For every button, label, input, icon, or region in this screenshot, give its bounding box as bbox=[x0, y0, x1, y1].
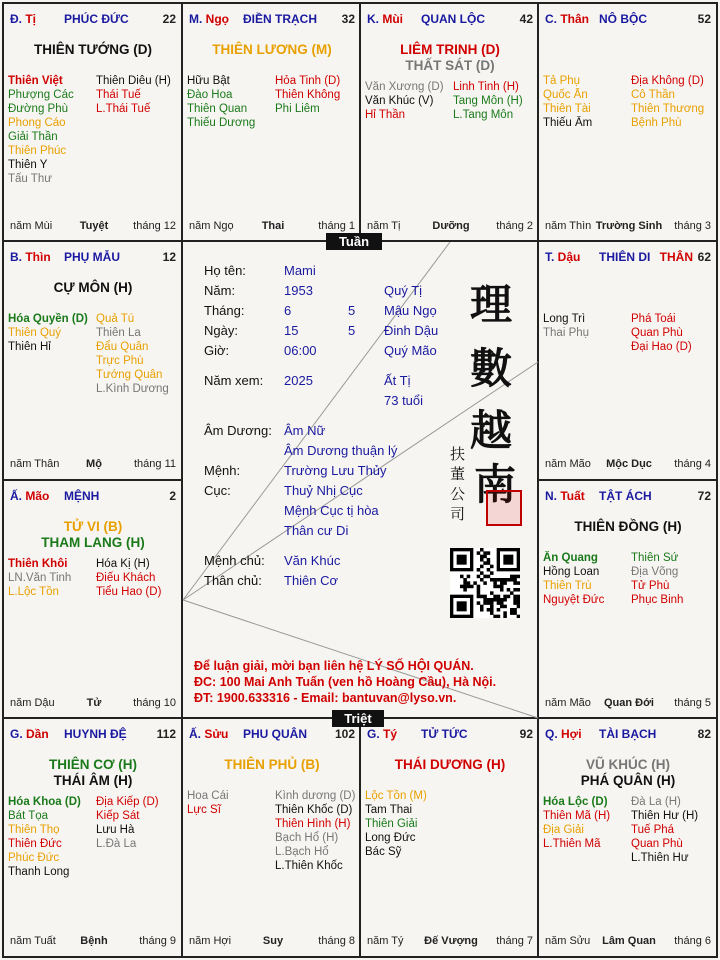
minor-star: Thiên Hỉ bbox=[8, 341, 51, 353]
star-column-left bbox=[543, 551, 629, 607]
minor-star: Thai Phụ bbox=[543, 327, 590, 339]
value-day: 15 bbox=[284, 323, 299, 338]
minor-star: L.Kình Dương bbox=[96, 383, 169, 395]
palace-branch: G. Dần bbox=[10, 727, 49, 741]
palace-name: PHÚC ĐỨC bbox=[64, 12, 129, 26]
main-star: PHÁ QUÂN (H) bbox=[580, 773, 676, 788]
minor-star: Hóa Lộc (D) bbox=[543, 796, 608, 808]
minor-star: L.Thái Tuế bbox=[96, 103, 151, 115]
star-column-left bbox=[187, 789, 273, 817]
palace-stage: Tử bbox=[86, 697, 102, 709]
minor-star: Thiên Mã (H) bbox=[543, 810, 611, 822]
contact-line-1: Để luận giải, mời bạn liên hệ LÝ SỐ HỘI QUÁN. bbox=[194, 659, 474, 673]
minor-star: Hóa Khoa (D) bbox=[8, 796, 81, 808]
minor-star: Thiên Phúc bbox=[8, 145, 67, 157]
label-month: Tháng: bbox=[204, 303, 245, 318]
star-column-right bbox=[631, 795, 717, 865]
palace-branch: N. Tuất bbox=[545, 489, 585, 503]
palace-month: tháng 2 bbox=[496, 220, 533, 232]
palace-header bbox=[545, 250, 713, 266]
minor-star: Thiên Quý bbox=[8, 327, 62, 339]
palace-year: năm Dậu bbox=[10, 697, 55, 709]
palace-name: PHU QUÂN bbox=[243, 727, 308, 741]
label-menh: Mệnh: bbox=[204, 463, 241, 478]
palace-dau[interactable] bbox=[539, 242, 717, 478]
contact-line-2: ĐC: 100 Mai Anh Tuấn (ven hồ Hoàng Cầu), Hà Nội. bbox=[194, 675, 497, 689]
minor-star: Địa Không (D) bbox=[631, 75, 704, 87]
minor-star: Đại Hao (D) bbox=[631, 341, 692, 353]
minor-star: Thiên Tài bbox=[543, 103, 591, 115]
label-name: Họ tên: bbox=[204, 263, 246, 278]
minor-star: Lưu Hà bbox=[96, 824, 135, 836]
palace-mao[interactable] bbox=[4, 481, 182, 717]
minor-star: Nguyệt Đức bbox=[543, 594, 605, 606]
minor-star: L.Đà La bbox=[96, 838, 137, 850]
star-column-left bbox=[8, 795, 94, 879]
palace-month: tháng 12 bbox=[133, 220, 176, 232]
palace-header bbox=[545, 12, 713, 28]
seal-stamp bbox=[486, 490, 522, 526]
palace-than[interactable] bbox=[539, 4, 717, 240]
label-view-year: Năm xem: bbox=[204, 373, 264, 388]
minor-star: Long Trì bbox=[543, 313, 586, 325]
minor-star: Thiên Khôi bbox=[8, 558, 68, 570]
palace-month: tháng 6 bbox=[674, 935, 711, 947]
palace-footer bbox=[10, 456, 178, 470]
minor-star: Thiên Thương bbox=[631, 103, 705, 115]
palace-stage: Mộc Dục bbox=[606, 458, 652, 470]
palace-number: 62 bbox=[697, 250, 711, 264]
palace-name: PHỤ MẪU bbox=[64, 250, 120, 264]
value-menh: Trường Lưu Thủy bbox=[284, 463, 387, 478]
main-star: THẤT SÁT (D) bbox=[405, 58, 495, 73]
minor-star: Lực Sĩ bbox=[187, 804, 221, 816]
palace-number: 32 bbox=[341, 12, 355, 26]
than-marker: THÂN bbox=[659, 250, 693, 264]
value-month-cc: Mậu Ngọ bbox=[384, 303, 437, 318]
palace-hoi[interactable] bbox=[539, 719, 717, 955]
minor-star: Thiên Diêu (H) bbox=[96, 75, 171, 87]
palace-header bbox=[189, 727, 357, 743]
minor-star: Hồng Loan bbox=[543, 566, 600, 578]
value-day-lunar: 5 bbox=[348, 323, 356, 338]
minor-star: Bác Sỹ bbox=[365, 846, 402, 858]
palace-branch: Ấ. Sửu bbox=[189, 727, 229, 741]
minor-star: Phi Liêm bbox=[275, 103, 320, 115]
star-column-left bbox=[543, 312, 629, 340]
calligraphy-small-1: 扶 bbox=[450, 445, 466, 463]
minor-star: Thiên Quan bbox=[187, 103, 248, 115]
value-am-duong-2: Âm Dương thuận lý bbox=[284, 443, 398, 458]
palace-number: 42 bbox=[519, 12, 533, 26]
palace-tuat[interactable] bbox=[539, 481, 717, 717]
palace-branch: G. Tý bbox=[367, 727, 398, 741]
minor-star: Thiên Hình (H) bbox=[275, 818, 351, 830]
minor-star: Hỏa Tinh (D) bbox=[275, 75, 341, 87]
label-day: Ngày: bbox=[204, 323, 238, 338]
palace-number: 22 bbox=[162, 12, 176, 26]
palace-name: NÔ BỘC bbox=[599, 12, 647, 26]
palace-stage: Bệnh bbox=[80, 935, 108, 947]
value-hour-cc: Quý Mão bbox=[384, 343, 437, 358]
palace-number: 112 bbox=[156, 727, 176, 741]
palace-footer bbox=[545, 456, 713, 470]
palace-stage: Suy bbox=[262, 935, 284, 947]
minor-star: Thiên Khốc (D) bbox=[275, 804, 353, 816]
minor-star: Phúc Đức bbox=[8, 852, 60, 864]
value-month-lunar: 5 bbox=[348, 303, 356, 318]
star-column-right bbox=[96, 795, 182, 851]
minor-star: Thiên Hư (H) bbox=[631, 810, 699, 822]
main-star: THIÊN ĐỒNG (H) bbox=[574, 519, 682, 534]
label-than-chu: Thân chủ: bbox=[204, 573, 262, 588]
contact-line-3: ĐT: 1900.633316 - Email: bantuvan@lyso.vn. bbox=[194, 691, 457, 705]
palace-month: tháng 8 bbox=[318, 935, 355, 947]
palace-month: tháng 4 bbox=[674, 458, 711, 470]
palace-year: năm Mão bbox=[545, 697, 591, 709]
value-age: 73 tuổi bbox=[384, 393, 424, 408]
palace-stage: Thai bbox=[261, 220, 285, 232]
minor-star: Thái Tuế bbox=[96, 89, 141, 101]
palace-footer bbox=[10, 695, 178, 709]
palace-name: HUYNH ĐỆ bbox=[64, 727, 127, 741]
minor-star: Tam Thai bbox=[365, 804, 413, 816]
minor-star: Thiên Trù bbox=[543, 580, 592, 592]
minor-star: Kình dương (D) bbox=[275, 790, 356, 802]
palace-branch: Đ. Tị bbox=[10, 12, 37, 26]
value-cuc-2: Mệnh Cục tị hòa bbox=[284, 503, 379, 518]
calligraphy-small-4: 司 bbox=[450, 505, 466, 523]
minor-star: Thiên Sứ bbox=[631, 552, 679, 564]
palace-footer bbox=[367, 933, 535, 947]
main-star: THIÊN CƠ (H) bbox=[48, 757, 137, 772]
palace-name: ĐIỀN TRẠCH bbox=[243, 12, 317, 26]
palace-header bbox=[367, 12, 535, 28]
palace-branch: T. Dậu bbox=[545, 250, 581, 264]
label-cuc: Cục: bbox=[204, 483, 231, 498]
palace-name: QUAN LỘC bbox=[421, 12, 485, 26]
palace-mui[interactable] bbox=[361, 4, 539, 240]
palace-stage: Tuyệt bbox=[79, 220, 109, 232]
minor-star: Thanh Long bbox=[8, 866, 70, 878]
minor-star: L.Thiên Mã bbox=[543, 838, 601, 850]
minor-star: Thiên Giải bbox=[365, 818, 418, 830]
minor-star: Quan Phù bbox=[631, 838, 683, 850]
main-star: THIÊN PHỦ (B) bbox=[224, 757, 320, 772]
star-column-right bbox=[453, 80, 539, 122]
main-star: VŨ KHÚC (H) bbox=[586, 757, 670, 772]
minor-star: Kiếp Sát bbox=[96, 810, 140, 822]
palace-number: 102 bbox=[334, 727, 355, 741]
palace-header bbox=[10, 727, 178, 743]
main-star: THÁI DƯƠNG (H) bbox=[394, 757, 506, 772]
minor-star: Địa Kiếp (D) bbox=[96, 796, 159, 808]
palace-name: THIÊN DI bbox=[599, 250, 651, 264]
star-column-left bbox=[543, 795, 629, 851]
calligraphy-small-3: 公 bbox=[450, 485, 466, 503]
minor-star: Bạch Hổ (H) bbox=[275, 832, 339, 844]
palace-header bbox=[10, 250, 178, 266]
palace-year: năm Thìn bbox=[545, 220, 592, 232]
palace-header bbox=[10, 489, 178, 505]
palace-ngo[interactable] bbox=[183, 4, 361, 240]
star-column-right bbox=[96, 74, 182, 116]
palace-name: TẬT ÁCH bbox=[599, 489, 652, 503]
value-cuc-3: Thân cư Di bbox=[284, 523, 349, 538]
palace-footer bbox=[367, 218, 535, 232]
minor-star: Long Đức bbox=[365, 832, 416, 844]
minor-star: Tuế Phá bbox=[631, 824, 675, 836]
minor-star: Quan Phù bbox=[631, 327, 683, 339]
tuan-tag: Tuần bbox=[326, 233, 382, 250]
main-star: TỬ VI (B) bbox=[63, 519, 123, 534]
value-view-year: 2025 bbox=[284, 373, 313, 388]
value-than-chu: Thiên Cơ bbox=[284, 573, 339, 588]
minor-star: Hữu Bật bbox=[187, 75, 230, 87]
minor-star: Điếu Khách bbox=[96, 572, 156, 584]
palace-year: năm Ngọ bbox=[189, 220, 234, 232]
star-column-left bbox=[543, 74, 629, 130]
minor-star: Đào Hoa bbox=[187, 89, 233, 101]
minor-star: Địa Võng bbox=[631, 566, 679, 578]
palace-number: 2 bbox=[169, 489, 176, 503]
minor-star: Tử Phù bbox=[631, 580, 670, 592]
palace-header bbox=[10, 12, 178, 28]
palace-stage: Trường Sinh bbox=[595, 220, 663, 232]
calligraphy-small-2: 董 bbox=[450, 465, 466, 483]
palace-stage: Quan Đới bbox=[604, 697, 654, 709]
palace-thin[interactable] bbox=[4, 242, 182, 478]
calligraphy-char-2: 數 bbox=[470, 344, 513, 393]
palace-dan[interactable] bbox=[4, 719, 182, 955]
minor-star: Hóa Kị (H) bbox=[96, 558, 150, 570]
palace-name: TỬ TỨC bbox=[421, 727, 468, 741]
star-column-left bbox=[8, 312, 94, 354]
value-day-cc: Đinh Dậu bbox=[384, 323, 439, 338]
minor-star: Hỉ Thần bbox=[365, 109, 406, 121]
star-column-right bbox=[631, 74, 717, 130]
minor-star: L.Tang Môn bbox=[453, 109, 514, 121]
palace-footer bbox=[189, 933, 357, 947]
label-menh-chu: Mệnh chủ: bbox=[204, 553, 265, 568]
palace-year: năm Tý bbox=[367, 935, 404, 947]
minor-star: Tang Môn (H) bbox=[453, 95, 523, 107]
palace-branch: Q. Hợi bbox=[545, 727, 582, 741]
minor-star: Hóa Quyền (D) bbox=[8, 313, 88, 325]
palace-footer bbox=[545, 933, 713, 947]
palace-number: 82 bbox=[697, 727, 711, 741]
minor-star: Thiên La bbox=[96, 327, 141, 339]
palace-stage: Đế Vượng bbox=[424, 935, 478, 947]
palace-stage: Lâm Quan bbox=[602, 935, 656, 947]
value-name: Mami bbox=[284, 263, 316, 278]
qr-code[interactable] bbox=[450, 548, 520, 618]
minor-star: Cô Thần bbox=[631, 89, 675, 101]
main-star: THAM LANG (H) bbox=[41, 535, 145, 550]
calligraphy-char-4: 南 bbox=[474, 460, 517, 509]
star-column-right bbox=[275, 74, 361, 116]
palace-header bbox=[367, 727, 535, 743]
palace-number: 72 bbox=[697, 489, 711, 503]
palace-year: năm Tị bbox=[367, 220, 401, 232]
star-column-left bbox=[187, 74, 273, 130]
value-cuc: Thuỷ Nhị Cục bbox=[284, 483, 363, 498]
palace-year: năm Thân bbox=[10, 458, 60, 470]
star-column-right bbox=[275, 789, 361, 873]
minor-star: Bát Tọa bbox=[8, 810, 49, 822]
minor-star: LN.Văn Tinh bbox=[8, 572, 72, 584]
minor-star: Thiếu Âm bbox=[543, 117, 593, 129]
palace-suu[interactable] bbox=[183, 719, 361, 955]
palace-footer bbox=[545, 695, 713, 709]
minor-star: Thiên Y bbox=[8, 159, 48, 171]
palace-year: năm Tuất bbox=[10, 935, 56, 947]
palace-ty[interactable] bbox=[361, 719, 539, 955]
triet-tag: Triệt bbox=[332, 710, 384, 727]
minor-star: Quả Tú bbox=[96, 313, 135, 325]
palace-year: năm Hợi bbox=[189, 935, 232, 947]
label-hour: Giờ: bbox=[204, 343, 230, 358]
minor-star: Lộc Tồn (M) bbox=[365, 790, 427, 802]
palace-footer bbox=[545, 218, 713, 232]
minor-star: L.Bạch Hổ bbox=[275, 846, 329, 858]
minor-star: Linh Tinh (H) bbox=[453, 81, 519, 93]
palace-number: 92 bbox=[519, 727, 533, 741]
minor-star: Trực Phù bbox=[96, 355, 144, 367]
star-column-right bbox=[631, 312, 717, 354]
palace-year: năm Sửu bbox=[545, 935, 591, 947]
minor-star: Thiên Việt bbox=[8, 75, 63, 87]
minor-star: Văn Khúc (V) bbox=[365, 95, 434, 107]
main-star: LIÊM TRINH (D) bbox=[400, 42, 500, 57]
value-hour: 06:00 bbox=[284, 343, 317, 358]
palace-footer bbox=[10, 933, 178, 947]
palace-stage: Mộ bbox=[86, 458, 102, 470]
palace-footer bbox=[10, 218, 178, 232]
palace-month: tháng 5 bbox=[674, 697, 711, 709]
label-am-duong: Âm Dương: bbox=[204, 423, 272, 438]
main-star: THIÊN LƯƠNG (M) bbox=[212, 42, 332, 57]
palace-branch: K. Mùi bbox=[367, 12, 404, 26]
palace-header bbox=[545, 489, 713, 505]
palace-footer bbox=[189, 218, 357, 232]
palace-month: tháng 11 bbox=[133, 458, 176, 470]
minor-star: Địa Giải bbox=[543, 824, 584, 836]
minor-star: L.Thiên Hư bbox=[631, 852, 689, 864]
palace-branch: C. Thân bbox=[545, 12, 590, 26]
minor-star: Phong Cáo bbox=[8, 117, 66, 129]
palace-branch: B. Thìn bbox=[10, 250, 51, 264]
minor-star: Phá Toái bbox=[631, 313, 676, 325]
value-year-cc: Quý Tị bbox=[384, 283, 423, 298]
star-column-left bbox=[365, 80, 451, 122]
minor-star: Tấu Thư bbox=[8, 173, 52, 185]
palace-header bbox=[545, 727, 713, 743]
star-column-right bbox=[631, 551, 717, 607]
palace-branch: M. Ngọ bbox=[189, 12, 229, 26]
star-column-right bbox=[96, 312, 182, 396]
palace-month: tháng 9 bbox=[139, 935, 176, 947]
value-am-duong: Âm Nữ bbox=[284, 423, 326, 438]
palace-ti[interactable] bbox=[4, 4, 182, 240]
calligraphy-char-3: 越 bbox=[470, 406, 513, 455]
minor-star: Tả Phụ bbox=[543, 75, 581, 87]
star-column-left bbox=[8, 74, 94, 186]
palace-header bbox=[189, 12, 357, 28]
minor-star: Hoa Cái bbox=[187, 790, 229, 802]
palace-year: năm Mão bbox=[545, 458, 591, 470]
palace-name: MỆNH bbox=[64, 489, 100, 503]
minor-star: Giải Thần bbox=[8, 131, 58, 143]
palace-month: tháng 3 bbox=[674, 220, 711, 232]
palace-name: TÀI BẠCH bbox=[599, 727, 657, 741]
main-star: THIÊN TƯỚNG (D) bbox=[34, 42, 152, 57]
minor-star: Thiên Đức bbox=[8, 838, 62, 850]
value-menh-chu: Văn Khúc bbox=[284, 553, 341, 568]
main-star: CỰ MÔN (H) bbox=[53, 280, 133, 295]
minor-star: Thiên Thọ bbox=[8, 824, 60, 836]
palace-stage: Dưỡng bbox=[432, 220, 470, 232]
palace-month: tháng 10 bbox=[133, 697, 176, 709]
minor-star: Tiểu Hao (D) bbox=[96, 586, 162, 598]
minor-star: Thiếu Dương bbox=[187, 117, 256, 129]
value-month: 6 bbox=[284, 303, 292, 318]
label-year: Năm: bbox=[204, 283, 236, 298]
minor-star: Đường Phù bbox=[8, 103, 68, 115]
palace-month: tháng 7 bbox=[496, 935, 533, 947]
star-column-right bbox=[96, 557, 182, 599]
minor-star: Văn Xương (D) bbox=[365, 81, 444, 93]
minor-star: Ân Quang bbox=[543, 552, 598, 564]
star-column-left bbox=[8, 557, 94, 599]
minor-star: Đẩu Quân bbox=[96, 341, 149, 353]
palace-year: năm Mùi bbox=[10, 220, 53, 232]
minor-star: Phục Binh bbox=[631, 594, 684, 606]
minor-star: Bệnh Phù bbox=[631, 117, 682, 129]
value-view-cc: Ất Tị bbox=[384, 373, 411, 388]
minor-star: Phượng Các bbox=[8, 89, 74, 101]
minor-star: L.Lộc Tồn bbox=[8, 586, 59, 598]
palace-branch: Ấ. Mão bbox=[10, 489, 50, 503]
minor-star: Tướng Quân bbox=[96, 369, 163, 381]
palace-month: tháng 1 bbox=[318, 220, 355, 232]
minor-star: L.Thiên Khốc bbox=[275, 860, 343, 872]
value-year: 1953 bbox=[284, 283, 313, 298]
calligraphy-char-1: 理 bbox=[470, 280, 513, 329]
palace-number: 12 bbox=[162, 250, 176, 264]
star-column-left bbox=[365, 789, 451, 859]
minor-star: Quốc Ấn bbox=[543, 89, 588, 101]
main-star: THÁI ÂM (H) bbox=[53, 773, 133, 788]
minor-star: Đà La (H) bbox=[631, 796, 681, 808]
palace-number: 52 bbox=[697, 12, 711, 26]
minor-star: Thiên Không bbox=[275, 89, 341, 101]
